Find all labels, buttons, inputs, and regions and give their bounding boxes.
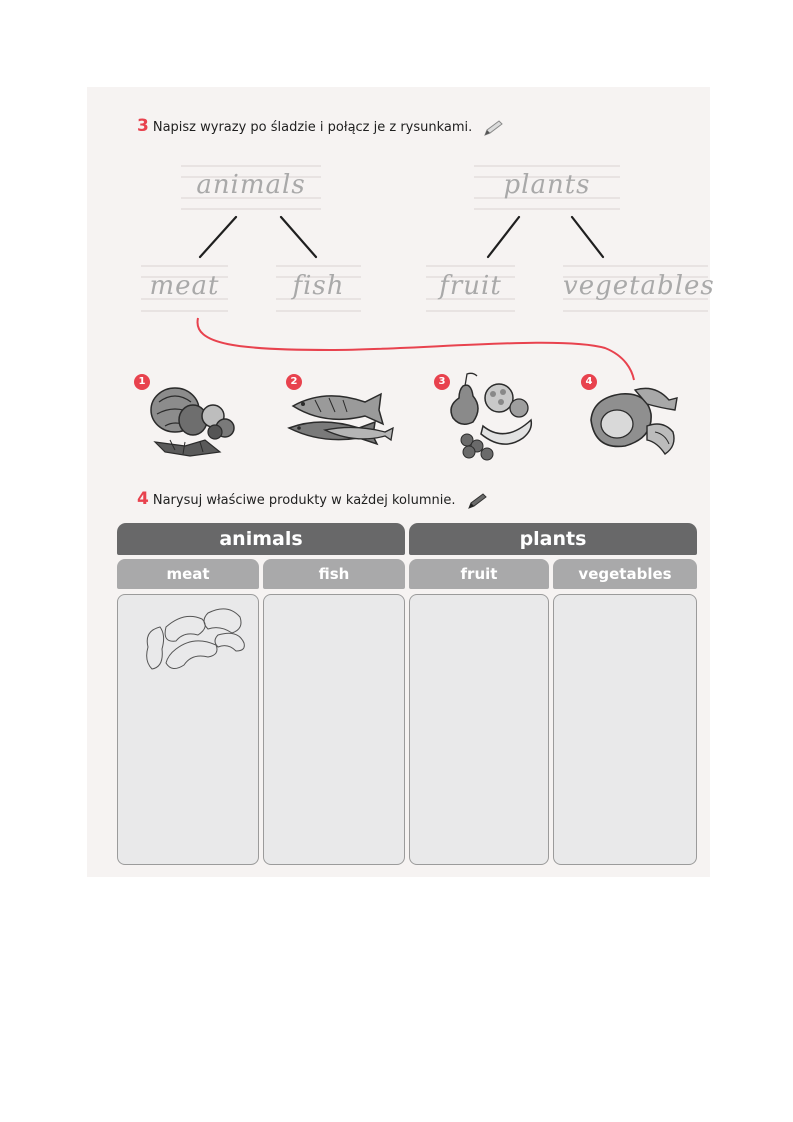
drawing-area-fruit[interactable] xyxy=(409,594,549,865)
table-column-fish: fish xyxy=(263,559,405,589)
sausages-sketch xyxy=(136,605,256,695)
fish-picture[interactable] xyxy=(285,386,397,448)
trace-word-vegetables: vegetables xyxy=(563,271,715,301)
trace-word-fruit: fruit xyxy=(439,271,502,301)
trace-word-plants: plants xyxy=(503,170,591,200)
table-column-vegetables: vegetables xyxy=(553,559,697,589)
table-column-fruit: fruit xyxy=(409,559,549,589)
table-column-meat: meat xyxy=(117,559,259,589)
trace-word-meat: meat xyxy=(149,271,220,301)
meat-picture[interactable] xyxy=(585,380,685,460)
table-group-animals: animals xyxy=(117,523,405,555)
vegetables-picture[interactable] xyxy=(145,380,245,462)
drawing-area-meat[interactable] xyxy=(117,594,259,865)
table-group-plants: plants xyxy=(409,523,697,555)
match-line-meat xyxy=(197,318,634,380)
picture-number-1: 1 xyxy=(134,374,150,390)
drawing-area-fish[interactable] xyxy=(263,594,405,865)
tree-branches xyxy=(200,217,603,257)
drawing-area-vegetables[interactable] xyxy=(553,594,697,865)
exercise-3-number: 3 xyxy=(137,116,149,136)
picture-number-2: 2 xyxy=(286,374,302,390)
pencil-icon xyxy=(466,492,488,510)
exercise-3-instruction: Napisz wyrazy po śladzie i połącz je z rysunkami. xyxy=(152,120,473,135)
trace-word-animals: animals xyxy=(196,170,306,200)
picture-number-3: 3 xyxy=(434,374,450,390)
exercise-4-number: 4 xyxy=(137,489,149,509)
trace-word-fish: fish xyxy=(292,271,345,301)
exercise-4-instruction: Narysuj właściwe produkty w każdej kolumnie. xyxy=(152,493,456,508)
exercise-4-heading xyxy=(137,489,488,510)
picture-number-4: 4 xyxy=(581,374,597,390)
fruit-picture[interactable] xyxy=(443,368,539,464)
